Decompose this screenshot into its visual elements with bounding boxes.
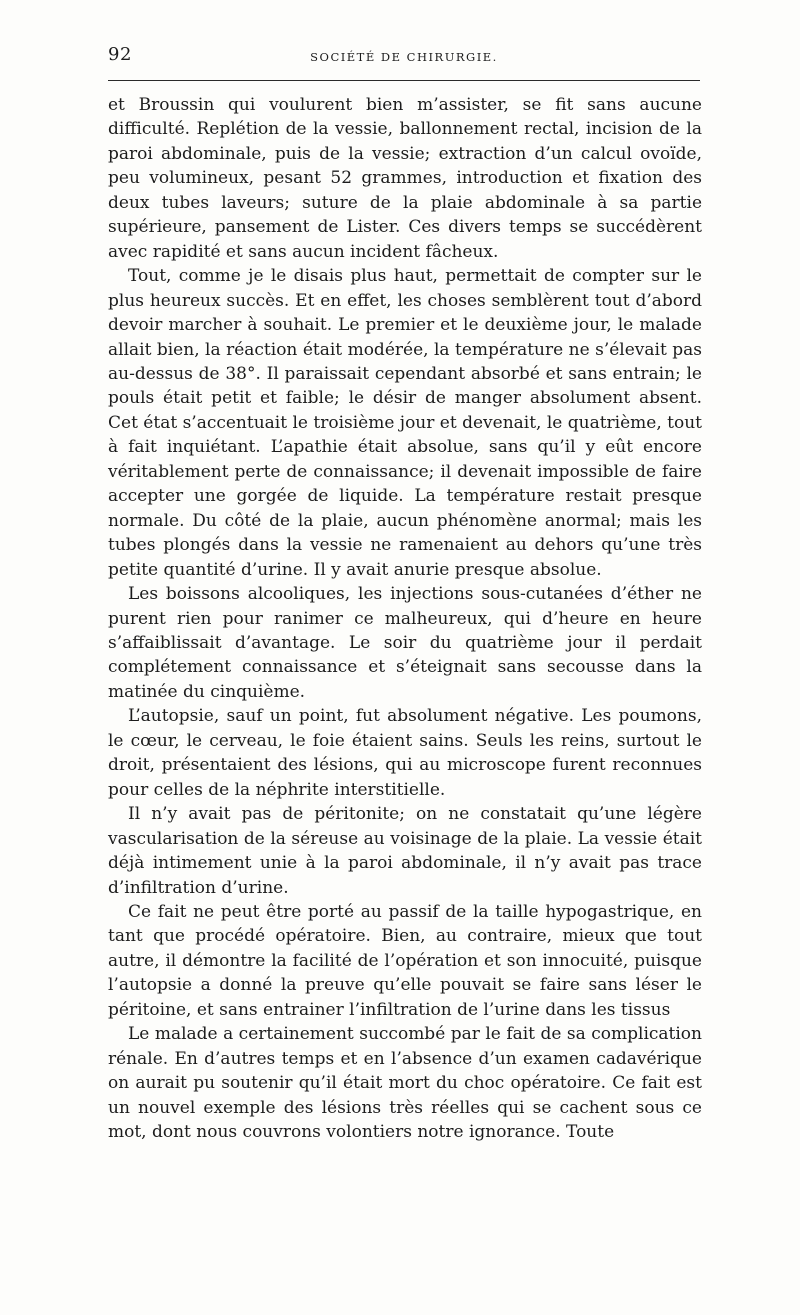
paragraph-3: Les boissons alcooliques, les injections sous-cutanées d’éther ne purent rien pour ranimer ce malheureux, qui d’heure en heure s’affaiblissait d’avantage. Le soir du quatrième jour il perdait complétement connaissance et s’éteignait sans secousse dans la matinée du cinquième. [108,584,702,702]
paragraph-5: Il n’y avait pas de péritonite; on ne constatait qu’une légère vascularisation de la séreuse au voisinage de la plaie. La vessie était déjà intimement unie à la paroi abdominale, il n’y avait pas trace d’infiltration d’urine. [108,804,702,898]
paragraph-1-continuation: et Broussin qui voulurent bien m’assister, se fit sans aucune difficulté. Replétion de la vessie, ballonnement rectal, incision de la paroi abdominale, puis de la vessie; extraction d’un calcul ovoïde, peu volumineux, pesant 52 grammes, introduction et fixation des deux tubes laveurs; suture de la plaie abdominale à sa partie supérieure, pansement de Lister. Ces divers temps se succédèrent avec rapidité et sans aucun incident fâcheux. [108,95,702,262]
paragraph-4: L’autopsie, sauf un point, fut absolument négative. Les poumons, le cœur, le cerveau, le foie étaient sains. Seuls les reins, surtout le droit, présentaient des lésions, qui au microscope furent reconnues pour celles de la néphrite interstitielle. [108,706,702,800]
body-text [108,93,702,1144]
header-rule [108,80,700,81]
paragraph-7: Le malade a certainement succombé par le fait de sa complication rénale. En d’autres temps et en l’absence d’un examen cadavérique on aurait pu soutenir qu’il était mort du choc opératoire. Ce fait est un nouvel exemple des lésions très réelles qui se cachent sous ce mot, dont nous couvrons volontiers notre ignorance. Toute [108,1024,702,1143]
running-title: SOCIÉTÉ DE CHIRURGIE. [310,50,498,64]
page-number: 92 [108,44,132,65]
paragraph-2: Tout, comme je le disais plus haut, permettait de compter sur le plus heureux succès. Et en effet, les choses semblèrent tout d’abord devoir marcher à souhait. Le premier et le deuxième jour, le malade allait bien, la réaction était modérée, la température ne s’élevait pas au-dessus de 38°. Il paraissait cependant absorbé et sans entrain; le pouls était petit et faible; le désir de manger absolument absent. Cet état s’accentuait le troisième jour et devenait, le quatrième, tout à fait inquiétant. L’apathie était absolue, sans qu’il y eût encore véritablement perte de connaissance; il devenait impossible de faire accepter une gorgée de liquide. La température restait presque normale. Du côté de la plaie, aucun phénomène anormal; mais les tubes plongés dans la vessie ne ramenaient au dehors qu’une très petite quantité d’urine. Il y avait anurie presque absolue. [108,266,703,580]
running-head [108,44,700,72]
paragraph-6: Ce fait ne peut être porté au passif de la taille hypogastrique, en tant que procédé opératoire. Bien, au contraire, mieux que tout autre, il démontre la facilité de l’opération et son innocuité, puisque l’autopsie a donné la preuve qu’elle pouvait se faire sans léser le péritoine, et sans entrainer l’infiltration de l’urine dans les tissus [108,901,702,1020]
